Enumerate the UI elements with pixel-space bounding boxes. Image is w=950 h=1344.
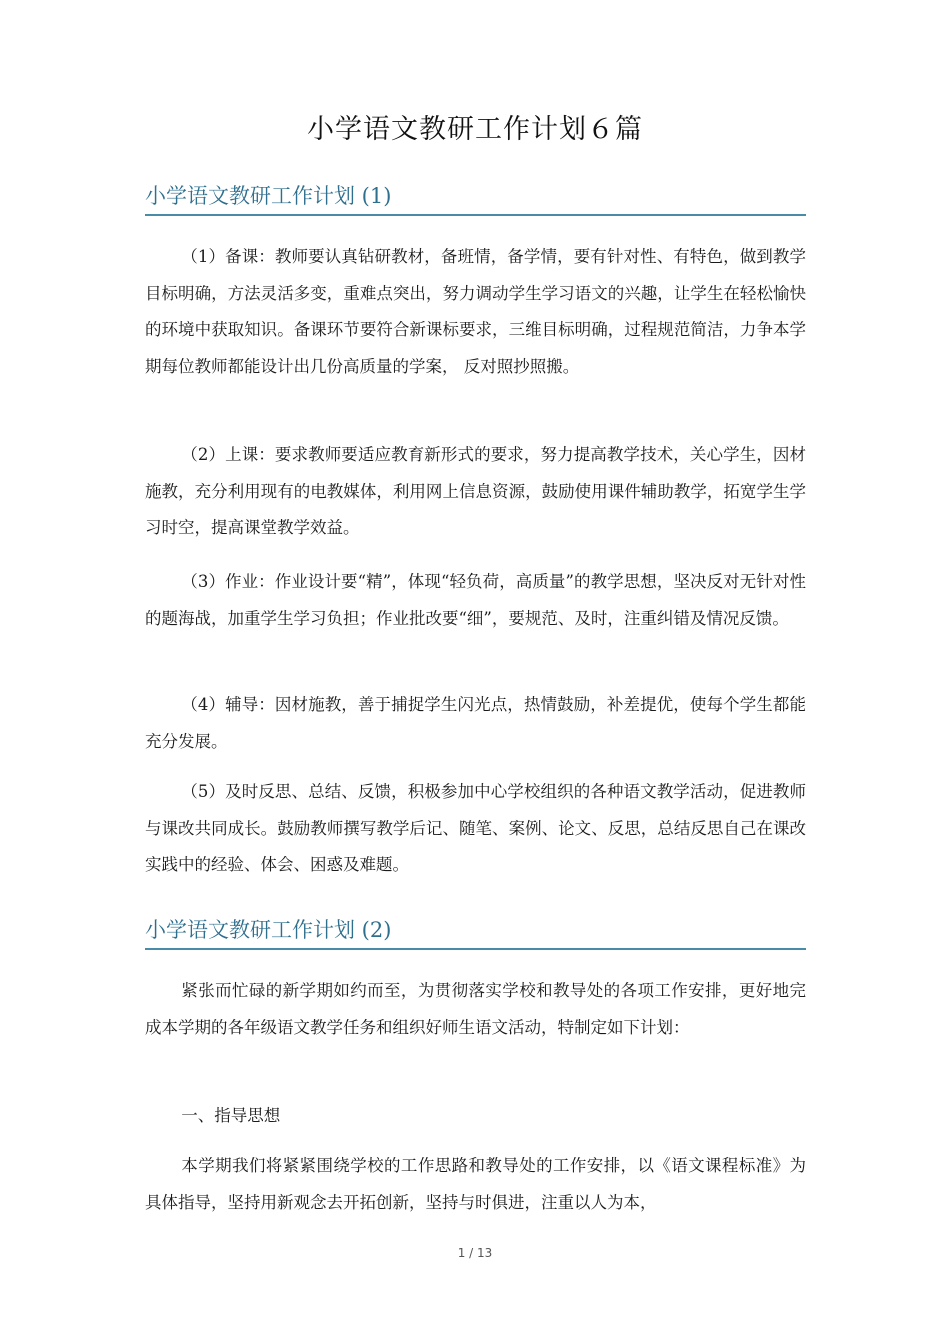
document-title: 小学语文教研工作计划６篇 [307, 114, 643, 145]
section-1-paragraph-3: （3）作业：作业设计要“精”，体现“轻负荷，高质量”的教学思想，坚决反对无针对性的题海战，加重学生学习负担；作业批改要“细”，要规范、及时，注重纠错及情况反馈。 [145, 572, 806, 628]
section-heading-2: 小学语文教研工作计划 (2) [145, 914, 806, 950]
page-number: 1 / 13 [457, 1246, 493, 1260]
section-1-paragraph-2: （2）上课：要求教师要适应教育新形式的要求，努力提高教学技术，关心学生，因材施教，充分利用现有的电教媒体，利用网上信息资源，鼓励使用课件辅助教学，拓宽学生学习时空，提高课堂教学效益。 [145, 445, 806, 537]
section-2-paragraph-2: 本学期我们将紧紧围绕学校的工作思路和教导处的工作安排，以《语文课程标准》为具体指导，坚持用新观念去开拓创新，坚持与时俱进，注重以人为本， [145, 1156, 806, 1212]
section-2-paragraph-1: 紧张而忙碌的新学期如约而至，为贯彻落实学校和教导处的各项工作安排，更好地完成本学期的各年级语文教学任务和组织好师生语文活动，特制定如下计划： [145, 981, 806, 1037]
section-1-paragraph-4: （4）辅导：因材施教，善于捕捉学生闪光点，热情鼓励，补差提优，使每个学生都能充分发展。 [145, 695, 806, 751]
section-1-paragraph-5: （5）及时反思、总结、反馈，积极参加中心学校组织的各种语文教学活动，促进教师与课改共同成长。鼓励教师撰写教学后记、随笔、案例、论文、反思，总结反思自己在课改实践中的经验、体会、困惑及难题。 [145, 782, 806, 874]
section-heading-1: 小学语文教研工作计划 (1) [145, 180, 806, 216]
section-1-paragraph-1: （1）备课：教师要认真钻研教材，备班情，备学情，要有针对性、有特色，做到教学目标明确，方法灵活多变，重难点突出，努力调动学生学习语文的兴趣，让学生在轻松愉快的环境中获取知识。备课环节要符合新课标要求，三维目标明确，过程规范简洁，力争本学期每位教师都能设计出几份高质量的学案， 反对照抄照搬。 [145, 247, 806, 376]
section-2-subheading: 一、指导思想 [181, 1106, 281, 1125]
